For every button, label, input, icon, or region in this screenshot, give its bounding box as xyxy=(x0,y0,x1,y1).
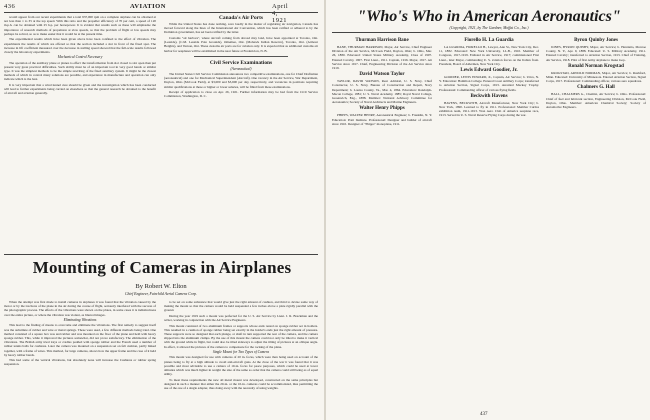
entry-text: HALL, CHALMERS G., Chemist, Air Service; b. Ohio. Professional: Chief of fuel and lubricant section, Engineering Division, McCook Field, Dayton, Ohio. Member: American Chemical Society; Society of Automotive Engineers. xyxy=(546,92,646,110)
entry-text: BANE, THURMAN HARRISON, Major, Air Service, Chief Engineer Division of the Air Service, McCook Field, Dayton, Ohio; b. Ohio, Mar. 26, 1880. Educated: United States Military Academy, Class of 1907. Entered Cavalry, 1907. First Lieut., 1911. Captain, 1916. Major, 1917. Air Service since 1917. Chief, Engineering Division of the Air Service since 1919. xyxy=(332,45,432,71)
entry-name: Chalmers G. Hall xyxy=(577,85,615,91)
heading-civil-service: Civil Service Examinations xyxy=(209,59,273,66)
entry-text: JONES, BYRON QUINBY, Major, Air Service; b. Henrietta, Monroe County, N. Y., Apr. 9, 1888. Educated: U. S. Military Academy, 1911. Entered Cavalry; transferred to Aviation Section, 1913. Chief of Training, Air Service, 1918. Pilot of first Army airplane to make loop. xyxy=(546,45,646,62)
paragraph: This mount consisted of two aluminum frames or supports whose ends rested on sponge rubber set in holders. This resulted in a cushion of sponge rubber being set exactly in the holder's ends just the right amount of pressure. These supports were so designed that each plunge, or shaft in turn supported the rear of the camera, and the camera slipped into the aluminum clamps. By the use of this mount the camera could not only be tilted to make it vertical with the ground while in flight, but could also be tilted sideways to adjust the tilting of pictures at an oblique angle. In effect, it allowed the pictures of the camera to compensate for the rocking of the plane. xyxy=(164,323,318,349)
subhead-aeronautical: (Aeronautical) xyxy=(230,66,252,71)
entry-name: Lewis Edward Goodier, Jr. xyxy=(460,68,518,74)
subhead-single-mount: Single Mount for Two Types of Camera xyxy=(212,350,270,355)
right-page xyxy=(328,0,650,420)
right-head-rule xyxy=(332,32,646,33)
paragraph: It is very important that a wind tunnel cure should be given and the investigation which has been conducted will lead to further experiments being carried on elsewhere so that the general research be obtained to the benefit of aircraft and aviation generally. xyxy=(4,82,156,96)
whos-who-col2 xyxy=(439,36,539,408)
entry-name: Byron Quinby Jones xyxy=(574,38,618,43)
paragraph: The United States Civil Service Commission announces two competitive examinations, one for Chief Draftsman (aeronautical) and one for Mechanical Superintendent (Aircraft). One vacancy in the Air Service, War Department, Dayton, Ohio (McCook Field), at $3,000 and $3,600 per day, respectively, and vacancies in positions requiring similar qualifications at these or higher or lower salaries, will be filled from these examinations. xyxy=(164,71,318,89)
paragraph: When the attempt was first made to install cameras in airplanes it was found that the vibration caused by the motor or by the tractions of the plane in the air during the course of flight, seriously interfered with the success of the photographic process. The effects of the vibrations were shown on the plates, in some cases it is indistinctness over the entire picture, or where the vibration was violent, as blurred images. xyxy=(4,300,156,317)
paragraph: would appear from our recent experiments that a total 937,000 rpm on a complete airplane can be obtained at not less than 1 to 35 at the top speed. With this ratio and the propeller efficiency of 70 per cent, a speed of 120 m.p.h. can be obtained with 25 h.p. per horsepower. It is evident that results such as these will emphasize the importance of research methods of propulsion at slow speeds, so that the problem of flight at low speeds may perhaps be solved, so as to make easier that it would be at the present time. xyxy=(4,15,156,36)
left-col2-top xyxy=(164,15,318,253)
paragraph: The experimental results which have been given above have been confined to the effect of vibration. The experiments the results of which are offered so that the section included a slot in front of the fixed spar. The increase in lift coefficient measured over the decrease in stalling speed showed that the full-scale results followed closely the laboratory experiments. xyxy=(4,37,156,54)
entry-name: Beckwith Havens xyxy=(470,93,508,99)
article-byline: By Robert W. Elton xyxy=(135,283,187,290)
article-credit: Chief Engineer, Fairchild Aerial Camera Corp. xyxy=(124,292,198,296)
left-page xyxy=(0,0,322,420)
paragraph: Customs "air harbors", where aircraft coming from abroad may land, have been appointed at Toronto, Ont. (Leaside), (C.M. Leaside Pole Grounds), Omemee, Ont. (Mohawk Indian Reserve), Toronto, Ont. (Armour Heights), and Vernon, Ont. These customs air ports are for aviation only. It is expected that as additional customs air harbor for seaplanes will be established in the near future at Fredericton, N. B. xyxy=(164,35,318,53)
entry-name: Fiorello H. La Guardia xyxy=(464,38,514,43)
left-issue-date: April 4, 1921 xyxy=(272,3,289,24)
article-col2 xyxy=(164,300,318,418)
subhead-mechanical-control: Mechanical Control Necessary xyxy=(57,55,103,60)
entry-name: Walter Henry Phipps xyxy=(359,106,405,112)
paragraph: to be set on some substance that would give just the right amount of cushion, and third to devise some way of making the mount so that the camera would be held suspended a few inches above a plate rigidly parallel with the ground. xyxy=(164,300,318,313)
entry-name: Thurman Harrison Bane xyxy=(355,38,409,43)
whos-who-col3 xyxy=(546,36,646,408)
left-page-number: 436 xyxy=(4,3,16,10)
copyright-line: (Copyright, 1921, by The Gardner, Moffat Co., Inc.) xyxy=(449,26,529,30)
entry-name: David Watson Taylor xyxy=(359,72,405,78)
article-title: Mounting of Cameras in Airplanes xyxy=(32,258,292,277)
paragraph: To meet these requirements the new all metal mount was developed, constructed on the same principles but designed in such a manner that either the 20-in. or the 10-in. cameras could be accommodated, thus permitting the use of the one of a single adapter, thus doing away with the necessity of using weights. xyxy=(164,377,318,391)
page-gutter xyxy=(324,0,326,420)
paragraph: The operation of the auxiliary plane or planes to effect the transformation from slot closed to slot open then put present very great practical difficulties. Such ability must be of an important tool in very good hands or similar type. It was the simplest methods to be the simple rewriting of the fixed auxiliary system. It might be the closest methods of which in control many solutions are possible, and experience in manufacture and operation can only indicate which is the best. xyxy=(4,60,156,82)
left-running-title: AVIATION xyxy=(130,3,166,10)
paragraph: During the year 1919 such a mount was perfected for the U. S. Air Service by Lieut. J. R. Breckman and the writer, working in conjunction with the Air Service Engineers. xyxy=(164,313,318,323)
left-head-rule xyxy=(4,12,318,13)
entry-text: PHIPPS, WALTER HENRY, Aeronautical Engineer; b. Franklin, N. Y. Education: Pratt Institute. Professional: Designer and builder of aircraft since 1910. Designer of "Phipps" monoplane, 1911. xyxy=(332,113,432,126)
paragraph: Receipt of application to close on Apr. 26, 1921. Further information may be had from the Civil Service Commission, Washington, D. C. xyxy=(164,90,318,99)
whos-who-title: "Who's Who in American Aeronautics" xyxy=(357,8,621,25)
article-top-rule xyxy=(4,254,318,255)
entry-text: KROGSTAD, ARNOLD NORMAN, Major, Air Service; b. Rushford, Minn. Educated: University of Minnesota. Entered Aviation Section, Signal Corps, 1917. Professional: Commanding officer, various aero squadrons. xyxy=(546,70,646,84)
whos-who-col1 xyxy=(332,36,432,408)
subhead-eliminating-vibrations: Eliminating Vibrations xyxy=(63,318,97,323)
article-col1 xyxy=(4,300,156,418)
paragraph: While the United States has done nothing, save loudly in the matter of regulating air navigation, Canada has moved forward along the lines of the International Air Convention, which has been ratified or adhered to by the Dominion government, has set been ratified by the latter. xyxy=(164,22,318,35)
heading-canada-air-ports: Canada's Air Ports xyxy=(219,15,263,21)
paragraph: This lead to the finding of means to overcome and eliminate the vibrations. The first remedy to suggest itself was the substitute of rubber and wire or metal springs. These were used, a few different methods being tried. One method consisted of a square box was and rubber and was mounted on the floor of the plane and held with heavy sponge rubber. This, while it improved the pictures somewhat, did not prove satisfactory. The elimination of the vibrations. The British army tried trays or cradles padded with sponge rubber and the French used a number of rubber tennis balls for cushions. Later the camera was mounted on a suspension set on felt cushion, partly linked together, with a frame of wires. This method, for large cameras, shows how the upper frame and the case of it held by heavy rubber bands. xyxy=(4,323,156,357)
entry-text: GOODIER, LEWIS EDWARD, Jr., Captain, Air Service; b. Utica, N. Y. Education: Hamilton College. Entered Coast Artillery Corps; transferred to Aviation Section, Signal Corps, 1913. Awarded Mackay Trophy. Professional: Commanding officer of various flying fields. xyxy=(439,75,539,92)
paragraph: This mount was designed for use with cameras of 20 in. focus, which were then being used on account of the planes being to fly at a high altitude to avoid anti-aircraft guns. At the close of the war it was found that it was possible and most advisable to use a camera of 10-in. focus for peace purposes, which could be used at lower altitudes which was much lighter in weight the size of the same so order that the camera could still being as of equal utility. xyxy=(164,355,318,377)
left-col1-top xyxy=(4,15,156,253)
right-page-number: 437 xyxy=(480,412,488,417)
paragraph: This had some of the vertical vibrations, but absolutely none will increase the Cushions or rubber spring suspension. xyxy=(4,358,156,367)
entry-name: Ronald Norman Krogstad xyxy=(568,63,624,69)
section-divider xyxy=(194,56,288,57)
entry-text: LA GUARDIA, FIORELLO H., Lawyer, Ann St., New York City, Dec. 11, 1882. Educated: New York University, LL.B., 1910. Member of Congress, 1917-1919. Enlisted in Air Service, 1917; commissioned First Lieut., later Major, commanding U. S. aviation forces on the Italian front. President, Board of Aldermen, New York City. xyxy=(439,45,539,66)
entry-text: TAYLOR, DAVID WATSON, Rear Admiral, U. S. Navy, Chief Constructor, U. S. Navy, Bureau of Construction and Repair, Navy Department; b. Louisa County, Va., Mar. 4, 1864. Education: Randolph-Macon College, 1881; U. S. Naval Academy, 1885; Royal Naval College, Greenwich, Eng., 1888. Member: National Advisory Committee for Aeronautics; Society of Naval Architects and Marine Engineers. xyxy=(332,79,432,105)
entry-text: HAVENS, BECKWITH, Aircraft Manufacturer, New York City; b. New York, 1890. Learned to fly in 1911. Professional: Member Curtiss exhibition team, 1911-1913. Won Aero Club of America seaplane race, 1913. Served in U. S. Naval Reserve Flying Corps during the war. xyxy=(439,100,539,118)
